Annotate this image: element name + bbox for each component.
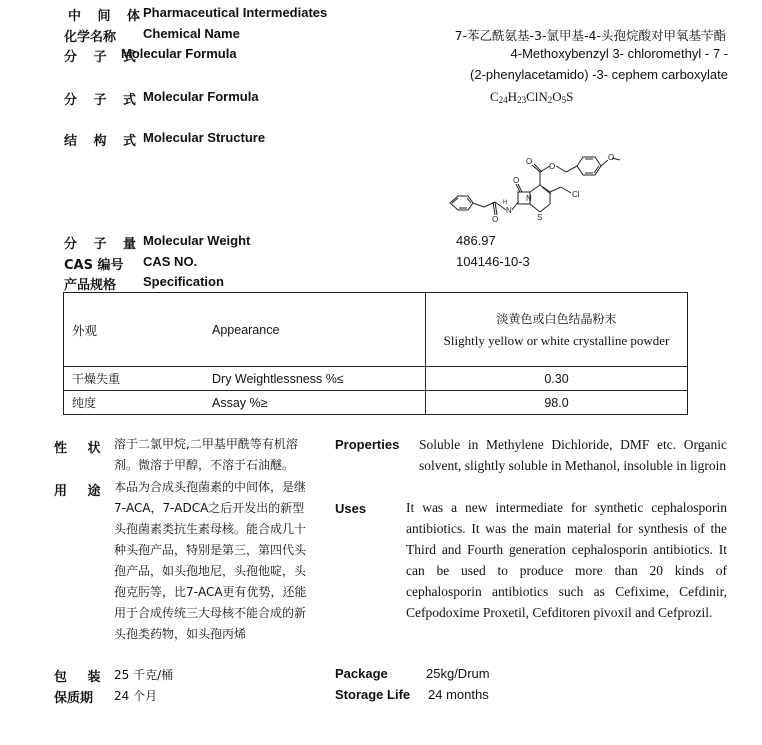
spec-value-assay: 98.0 [426, 391, 688, 415]
spec-cn-appearance: 外观 [64, 293, 205, 367]
spec-table [63, 292, 688, 415]
uses-text-en: It was a new intermediate for synthetic cephalosporin antibiotics. It was the main material for synthesis of the Third and Fourth generation cephalosporin antibiotics. It can be used to produce more than 20 kinds of cephalosporin antibiotics such as Cefixime, Cefdinir, Cefpodoxime Proxetil, Cefditoren pivoxil and Cefprozil. [406, 500, 727, 620]
properties-text-cn: 溶于二氯甲烷,二甲基甲酰等有机溶剂。微溶于甲醇，不溶于石油醚。 [114, 437, 298, 472]
atom-o-methoxy: O [608, 153, 615, 162]
storage-value-cn: 24 个月 [114, 689, 158, 703]
molecular-structure-image [440, 140, 640, 230]
weight-label-cn: 分 子 量 [64, 237, 143, 252]
atom-n-ring: N [526, 194, 532, 203]
spec-en-assay: Assay %≥ [204, 391, 426, 415]
spec-row-dry [64, 367, 688, 391]
spec-cn-dry: 干燥失重 [64, 367, 205, 391]
atom-s: S [537, 213, 543, 222]
chemical-name-en-line1: 4-Methoxybenzyl 3- chloromethyl - 7 - [510, 46, 728, 61]
pi-label-cn: 中 间 体 [68, 9, 147, 24]
spec-label-cn: 产品规格 [64, 278, 117, 293]
spec-value-appearance-en: Slightly yellow or white crystalline powder [443, 332, 670, 348]
package-label-cn: 包 装 [54, 670, 109, 685]
atom-h: H [503, 200, 508, 206]
chemical-name-en-line2: (2-phenylacetamido) -3- cephem carboxylate [470, 67, 728, 82]
molecular-formula [490, 89, 573, 105]
formula-label-cn: 分 子 式 [64, 50, 143, 65]
chemical-name-label-cn: 化学名称 [64, 30, 117, 45]
properties-label-en: Properties [335, 437, 400, 452]
properties-label-cn: 性 状 [54, 441, 109, 456]
chemical-name-cn: 7-苯乙酰氨基-3-氯甲基-4-头孢烷酸对甲氧基苄酯 [454, 28, 726, 43]
atom-o-ester: O [526, 157, 533, 166]
uses-label-cn: 用 途 [54, 484, 109, 499]
spec-value-appearance [426, 293, 688, 367]
storage-label-en: Storage Life [335, 687, 411, 702]
chemical-name-label-en: Chemical Name [143, 26, 240, 41]
atom-o-lactam: O [513, 176, 520, 185]
package-label-en: Package [335, 666, 388, 681]
storage-value-en: 24 months [428, 687, 489, 702]
formula2-label-en: Molecular Formula [143, 89, 259, 104]
formula2-label-cn: 分 子 式 [64, 93, 143, 108]
structure-label-cn: 结 构 式 [64, 134, 143, 149]
molecular-formula-text: $C_{24}H_{23}ClN_2O_5S$ [490, 89, 574, 105]
spec-value-appearance-cn: 淡黄色或白色结晶粉末 [496, 311, 617, 326]
uses-label-en: Uses [335, 501, 367, 516]
package-value-cn: 25 千克/桶 [114, 668, 174, 682]
spec-en-appearance: Appearance [204, 293, 426, 367]
atom-o-ether: O [549, 162, 556, 171]
cas-value: 104146-10-3 [456, 254, 530, 269]
atom-n-amide: N [506, 206, 512, 215]
package-value-en: 25kg/Drum [426, 666, 490, 681]
formula-label-en: Molecular Formula [121, 46, 237, 61]
structure-label-en: Molecular Structure [143, 130, 266, 145]
weight-value: 486.97 [456, 233, 496, 248]
pi-label-en: Pharmaceutical Intermediates [143, 5, 328, 20]
spec-label-en: Specification [143, 274, 224, 289]
storage-label-cn: 保质期 [54, 691, 94, 706]
spec-en-dry: Dry Weightlessness %≤ [204, 367, 426, 391]
spec-row-assay [64, 391, 688, 415]
atom-cl: Cl [572, 190, 580, 199]
cas-label-cn: CAS 编号 [64, 258, 124, 273]
spec-cn-assay: 纯度 [64, 391, 205, 415]
spec-row-appearance [64, 293, 688, 367]
uses-text-cn: 本品为合成头孢菌素的中间体，是继7-ACA，7-ADCA之后开发出的新型头孢菌素类抗生素母核。能合成几十种头孢产品，特别是第三，第四代头孢产品，如头孢地尼，头孢他啶，头孢克肟等，比7-ACA更有优势，还能用于合成传统三大母核不能合成的新头孢类药物，如头孢丙烯 [114, 480, 307, 641]
spec-value-dry: 0.30 [426, 367, 688, 391]
properties-text-en: Soluble in Methylene Dichloride, DMF etc. Organic solvent, slightly soluble in Methanol, insoluble in ligroin [419, 437, 727, 473]
cas-label-en: CAS NO. [143, 254, 198, 269]
weight-label-en: Molecular Weight [143, 233, 251, 248]
atom-o-amide: O [492, 215, 499, 224]
